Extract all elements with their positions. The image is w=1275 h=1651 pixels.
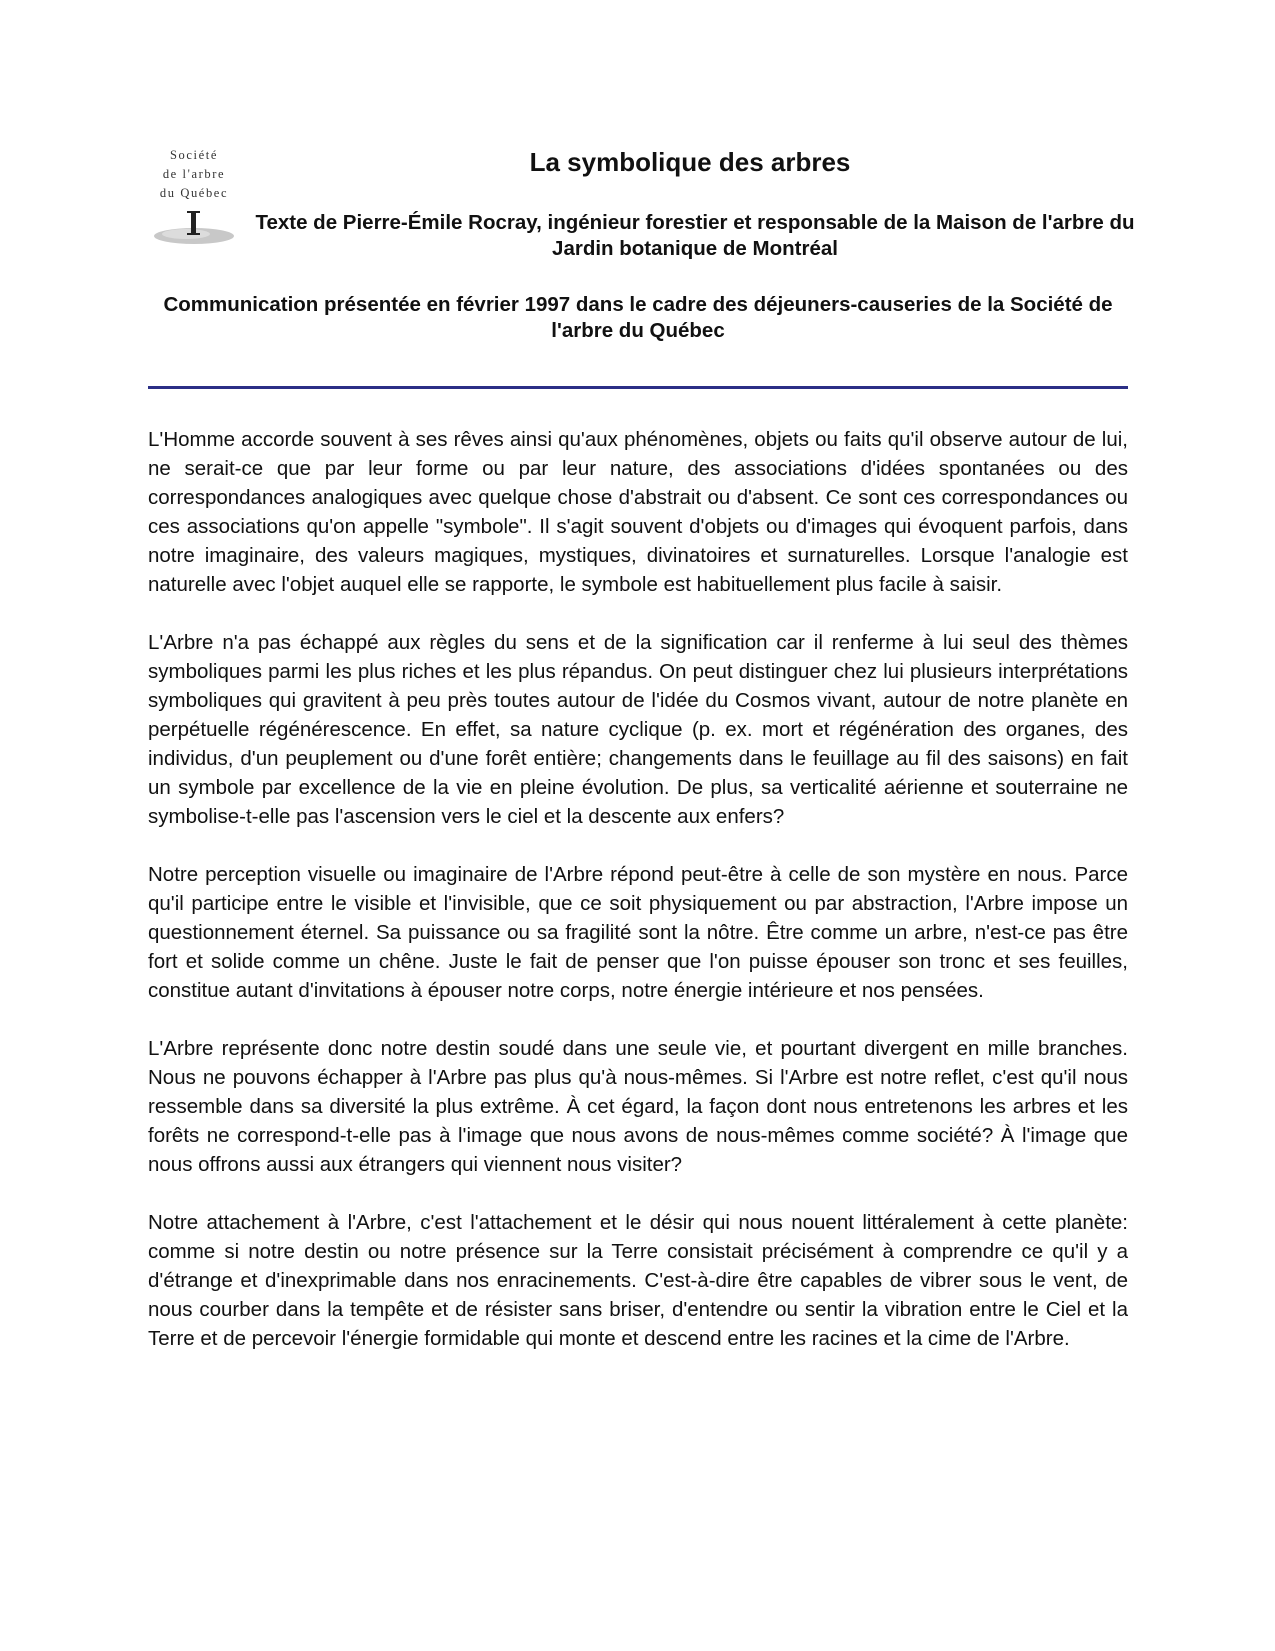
society-logo [148,146,240,256]
paragraph-5: Notre attachement à l'Arbre, c'est l'attachement et le désir qui nous nouent littéralement à cette planète: comme si notre destin ou notre présence sur la Terre consistait précisément à comprendre ce qu'il y a d'étrange et d'inexprimable dans nos enracinements. C'est-à-dire être capables de vibrer sous le vent, de nous courber dans la tempête et de résister sans briser, d'entendre ou sentir la vibration entre le Ciel et la Terre et de percevoir l'énergie formidable qui monte et descend entre les racines et la cime de l'Arbre. [148,1211,1128,1350]
paragraph-1: L'Homme accorde souvent à ses rêves ainsi qu'aux phénomènes, objets ou faits qu'il observe autour de lui, ne serait-ce que par leur forme ou par leur nature, des associations d'idées spontanées ou des correspondances analogiques avec quelque chose d'abstrait ou d'absent. Ce sont ces correspondances ou ces associations qu'on appelle "symbole". Il s'agit souvent d'objets ou d'images qui évoquent parfois, dans notre imaginaire, des valeurs magiques, mystiques, divinatoires et surnaturelles. Lorsque l'analogie est naturelle avec l'objet auquel elle se rapporte, le symbole est habituellement plus facile à saisir. [148,428,1128,596]
tree-trunk-logo-icon [152,207,236,247]
logo-line-3: du Québec [159,186,229,200]
paragraph-4: L'Arbre représente donc notre destin soudé dans une seule vie, et pourtant divergent en mille branches. Nous ne pouvons échapper à l'Arbre pas plus qu'à nous-mêmes. Si l'Arbre est notre reflet, c'est qu'il nous ressemble dans sa diversité la plus extrême. À cet égard, la façon dont nous entretenons les arbres et les forêts ne correspond-t-elle pas à l'image que nous avons de nous-mêmes comme société? À l'image que nous offrons aussi aux étrangers qui viennent nous visiter? [148,1037,1128,1176]
logo-line-2: de l'arbre [162,167,226,181]
communication-note: Communication présentée en février 1997 dans le cadre des déjeuners-causeries de la Société de l'arbre du Québec [163,293,1113,342]
article-body [148,425,1128,1382]
paragraph-2: L'Arbre n'a pas échappé aux règles du sens et de la signification car il renferme à lui seul des thèmes symboliques parmi les plus riches et les plus répandus. On peut distinguer chez lui plusieurs interprétations symboliques qui gravitent à peu près toutes autour de l'idée du Cosmos vivant, autour de notre planète en perpétuelle régénérescence. En effet, sa nature cyclique (p. ex. mort et régénération des organes, des individus, d'un peuplement ou d'une forêt entière; changements dans le feuillage au fil des saisons) en fait un symbole par excellence de la vie en pleine évolution. De plus, sa verticalité aérienne et souterraine ne symbolise-t-elle pas l'ascension vers le ciel et la descente aux enfers? [148,631,1128,828]
paragraph-3: Notre perception visuelle ou imaginaire de l'Arbre répond peut-être à celle de son mystère en nous. Parce qu'il participe entre le visible et l'invisible, que ce soit physiquement ou par abstraction, l'Arbre impose un questionnement éternel. Sa puissance ou sa fragilité sont la nôtre. Être comme un arbre, n'est-ce pas être fort et solide comme un chêne. Juste le fait de penser que l'on puisse épouser son tronc et ses feuilles, constitue autant d'invitations à épouser notre corps, notre énergie intérieure et nos pensées. [148,863,1128,1002]
page-title: La symbolique des arbres [529,147,851,177]
logo-line-1: Société [170,148,218,162]
author-subtitle: Texte de Pierre-Émile Rocray, ingénieur forestier et responsable de la Maison de l'arbre du Jardin botanique de Montréal [255,211,1135,260]
header-divider [148,386,1128,389]
